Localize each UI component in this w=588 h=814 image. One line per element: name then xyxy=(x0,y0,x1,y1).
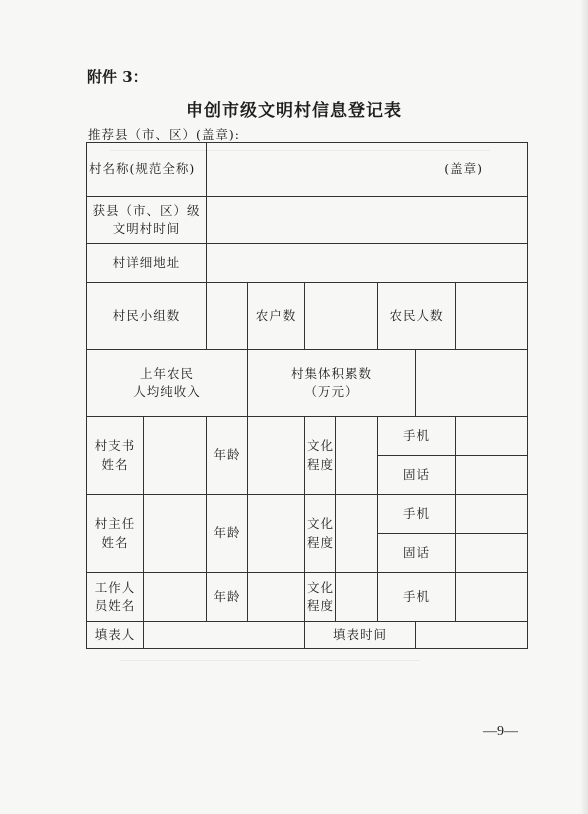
worker-mobile-field[interactable] xyxy=(456,573,528,622)
filler-label: 填表人 xyxy=(87,622,144,649)
county-time-field[interactable] xyxy=(207,197,528,244)
households-label: 农户数 xyxy=(248,283,305,350)
secretary-mobile-label: 手机 xyxy=(378,417,456,456)
farmers-field[interactable] xyxy=(456,283,528,350)
worker-mobile-label: 手机 xyxy=(378,573,456,622)
director-education-field[interactable] xyxy=(336,495,378,573)
registration-form-table xyxy=(86,142,528,649)
secretary-label xyxy=(87,417,144,495)
village-name-label: 村名称(规范全称) xyxy=(87,143,207,197)
row-filler xyxy=(87,622,528,649)
households-field[interactable] xyxy=(305,283,378,350)
row-income xyxy=(87,350,528,417)
attachment-label: 附件 3： xyxy=(87,68,148,86)
director-mobile-field[interactable] xyxy=(456,495,528,534)
worker-education-line1: 文化 xyxy=(307,579,335,595)
director-label-line1: 村主任 xyxy=(94,516,136,532)
director-label-line2: 姓名 xyxy=(101,534,129,550)
collective-label-line2: （万元） xyxy=(304,384,359,399)
address-label: 村详细地址 xyxy=(87,244,207,283)
secretary-label-line1: 村支书 xyxy=(94,438,136,454)
fill-time-field[interactable] xyxy=(416,622,528,649)
county-time-label-line1: 获县（市、区）级 xyxy=(92,202,201,218)
income-label xyxy=(87,350,248,417)
director-age-field[interactable] xyxy=(248,495,305,573)
income-label-line2: 人均纯收入 xyxy=(133,384,201,399)
secretary-mobile-field[interactable] xyxy=(456,417,528,456)
worker-age-field[interactable] xyxy=(248,573,305,622)
director-name-field[interactable] xyxy=(144,495,207,573)
director-landline-label: 固话 xyxy=(378,534,456,573)
address-field[interactable] xyxy=(207,244,528,283)
director-label xyxy=(87,495,144,573)
village-name-field[interactable] xyxy=(207,143,528,197)
secretary-education-line1: 文化 xyxy=(307,438,335,454)
show-through-mark xyxy=(120,660,420,661)
worker-label xyxy=(87,573,144,622)
secretary-age-field[interactable] xyxy=(248,417,305,495)
worker-education-field[interactable] xyxy=(336,573,378,622)
collective-label xyxy=(248,350,416,417)
income-label-line1: 上年农民 xyxy=(140,365,195,381)
collective-field[interactable] xyxy=(416,350,528,417)
director-education-line1: 文化 xyxy=(307,516,335,532)
form-title: 申创市级文明村信息登记表 xyxy=(186,101,402,121)
worker-education-line2: 程度 xyxy=(307,598,335,613)
seal-label: (盖章) xyxy=(444,161,484,177)
director-education-line2: 程度 xyxy=(307,534,335,550)
county-time-label-line2: 文明村时间 xyxy=(112,221,181,236)
secretary-label-line2: 姓名 xyxy=(101,456,129,472)
row-village-name xyxy=(87,143,528,197)
secretary-age-label: 年龄 xyxy=(207,417,248,495)
director-landline-field[interactable] xyxy=(456,534,528,573)
worker-label-line1: 工作人 xyxy=(94,579,136,595)
director-age-label: 年龄 xyxy=(207,495,248,573)
director-mobile-label: 手机 xyxy=(378,495,456,534)
worker-name-field[interactable] xyxy=(144,573,207,622)
secretary-landline-field[interactable] xyxy=(456,456,528,495)
collective-label-line1: 村集体积累数 xyxy=(291,365,373,381)
secretary-name-field[interactable] xyxy=(144,417,207,495)
county-time-label xyxy=(87,197,207,244)
secretary-education-line2: 程度 xyxy=(307,456,335,472)
row-groups xyxy=(87,283,528,350)
worker-label-line2: 员姓名 xyxy=(94,598,136,613)
director-education-label xyxy=(305,495,336,573)
row-secretary-mobile xyxy=(87,417,528,456)
recommend-county-label: 推荐县（市、区）(盖章): xyxy=(88,127,240,142)
secretary-education-field[interactable] xyxy=(336,417,378,495)
page-edge-shadow xyxy=(580,0,588,814)
fill-time-label: 填表时间 xyxy=(305,622,416,649)
secretary-landline-label: 固话 xyxy=(378,456,456,495)
page-number: —9— xyxy=(483,724,518,739)
row-director-mobile xyxy=(87,495,528,534)
filler-field[interactable] xyxy=(144,622,305,649)
secretary-education-label xyxy=(305,417,336,495)
farmers-label: 农民人数 xyxy=(378,283,456,350)
row-county-time xyxy=(87,197,528,244)
groups-label: 村民小组数 xyxy=(87,283,207,350)
row-worker xyxy=(87,573,528,622)
groups-field[interactable] xyxy=(207,283,248,350)
row-address xyxy=(87,244,528,283)
worker-age-label: 年龄 xyxy=(207,573,248,622)
worker-education-label xyxy=(305,573,336,622)
